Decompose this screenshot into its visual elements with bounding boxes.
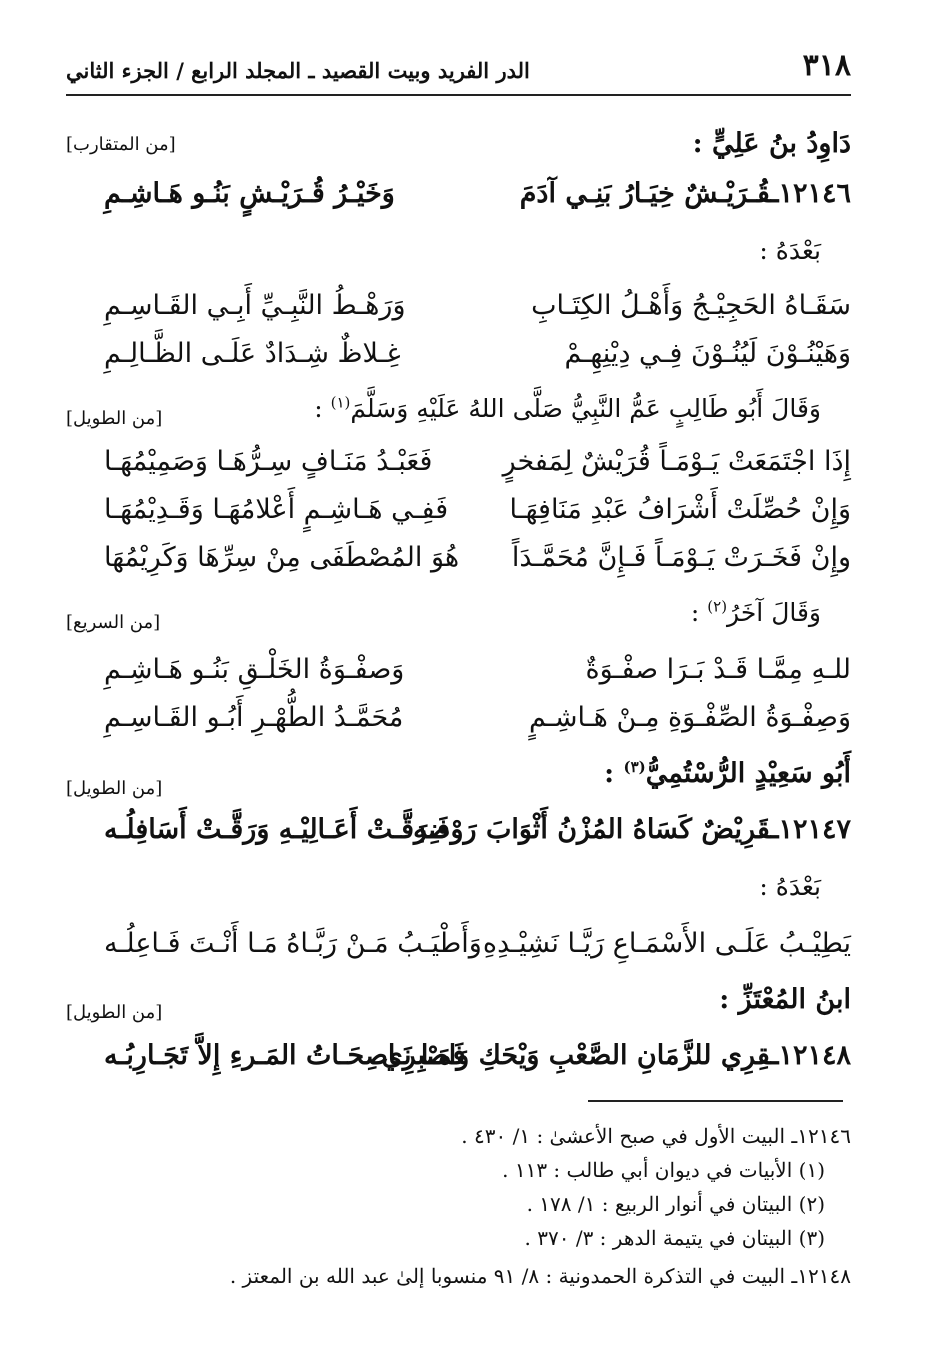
second-hemistich: وَرَهْـطُ النَّبِـيِّ أَبِـي القَـاسِـمِ xyxy=(104,290,406,321)
first-hemistich: ١٢١٤٧ـقَرِيْضٌ كَسَاهُ المُزْنُ أَثْوَابَ رَوْضِهِ xyxy=(413,814,851,845)
first-hemistich: يَطِيْـبُ عَلَـى الأَسْمَـاعِ رَيَّـا نَشِيْـدِهِ xyxy=(482,928,851,959)
second-hemistich: مُحَمَّـدُ الطُّهْـرِ أَبُـو القَـاسِـمِ xyxy=(104,702,404,733)
verse-number: ١٢١٤٦ـ xyxy=(770,178,851,209)
poet-heading xyxy=(66,984,851,1024)
verse-number: ١٢١٤٨ـ xyxy=(770,1040,851,1071)
first-hemistich: وَصِفْـوَةُ الصِّفْـوَةِ مِـنْ هَـاشِـمٍ xyxy=(529,702,851,733)
first-hemistich: للـهِ مِمَّـا قَـدْ بَـرَا صفْـوَةٌ xyxy=(585,654,851,685)
verse-line xyxy=(66,338,851,386)
second-hemistich: هُوَ المُصْطَفَى مِنْ سِرِّهَا وَكَرِيْمُهَا xyxy=(104,542,460,573)
running-title: الدر الفريد وبيت القصيد ـ المجلد الرابع / الجزء الثاني xyxy=(66,58,530,83)
prose-line: وَقَالَ آخَرُ$^{(٢)}$ : [من السريع] xyxy=(66,598,821,633)
prose-line: بَعْدَهُ : xyxy=(759,236,821,265)
verse-line xyxy=(66,1040,851,1088)
footnote-marker: (٣) xyxy=(623,758,646,776)
second-hemistich: وَأَطْيَـبُ مَـنْ رَبَّـاهُ مَـا أَنْـتَ فَـاعِلُـه xyxy=(104,928,482,959)
footnote: ١٢١٤٦ـ البيت الأول في صبح الأعشىٰ : ١/ ٤٣٠ . xyxy=(461,1124,851,1148)
footnote-marker: (١) xyxy=(330,394,351,412)
verse-line xyxy=(66,654,851,702)
second-hemistich: فَـرَقَّـتْ أَعَـالِيْـهِ وَرَقَّـتْ أَسَافِلُـه xyxy=(104,814,450,845)
poet-name: دَاوِدُ بنُ عَلِيٍّ : xyxy=(692,128,851,159)
poet-heading xyxy=(66,128,851,168)
poet-heading: أَبُو سَعِيْدٍ الرُّسْتُمِيُّ$^{(٣)}$ : [من الطويل] xyxy=(66,758,851,799)
second-hemistich: وَخَيْـرُ قُـرَيْـشٍ بَنُـو هَـاشِـمِ xyxy=(104,178,395,209)
page-number: ٣١٨ xyxy=(802,48,851,83)
second-hemistich: فَمَـا نَـاصِحَـاتُ المَـرءِ إِلاَّ تَجَـارِبُـه xyxy=(104,1040,466,1071)
verse-line xyxy=(66,702,851,750)
poet-name: ابنُ المُعْتَزِّ : xyxy=(719,984,851,1015)
first-hemistich: وإِنْ فَخَـرَتْ يَـوْمَـاً فَـإِنَّ مُحَمَّـدَاً xyxy=(511,542,851,573)
prose-line: بَعْدَهُ : xyxy=(759,872,821,901)
verse-line xyxy=(66,542,851,590)
meter-label: [من الطويل] xyxy=(66,408,163,429)
verse-line xyxy=(66,928,851,976)
first-hemistich: وَإِنْ حُصِّلَتْ أَشْرَافُ عَبْدِ مَنَافِهَـا xyxy=(509,494,851,525)
verse-line xyxy=(66,814,851,862)
second-hemistich: فَفِـي هَـاشِـمٍ أَعْلامُهَـا وَقَـدِيْمُهَـا xyxy=(104,494,449,525)
verse-line xyxy=(66,178,851,226)
first-hemistich: وَهَيْنُـوْنَ لَيُنُـوْنَ فِـي دِيْنِهِـمْ xyxy=(564,338,851,369)
footnote: ١٢١٤٨ـ البيت في التذكرة الحمدونية : ٨/ ٩١ منسوبا إلىٰ عبد الله بن المعتز . xyxy=(229,1264,851,1288)
footnote: (١) الأبيات في ديوان أبي طالب : ١١٣ . xyxy=(502,1158,825,1182)
first-hemistich: ١٢١٤٨ـقِرِي للزَّمَانِ الصَّعْبِ وَيْحَكِ وَاصْبِرِي xyxy=(381,1040,851,1071)
first-hemistich: ١٢١٤٦ـقُـرَيْـشٌ خِيَـارُ بَنِـي آدَمَ xyxy=(519,178,851,209)
verse-line xyxy=(66,446,851,494)
first-hemistich: إِذَا اجْتَمَعَتْ يَـوْمَـاً قُرَيْشٌ لِمَفخرٍ xyxy=(502,446,851,477)
meter-label: [من الطويل] xyxy=(66,1002,163,1023)
poet-name: أَبُو سَعِيْدٍ الرُّسْتُمِيُّ xyxy=(645,758,851,789)
footnote: (٣) البيتان في يتيمة الدهر : ٣/ ٣٧٠ . xyxy=(524,1226,825,1250)
verse-line xyxy=(66,290,851,338)
meter-label: [من الطويل] xyxy=(66,778,163,799)
footnote: (٢) البيتان في أنوار الربيع : ١/ ١٧٨ . xyxy=(526,1192,825,1216)
verse-line xyxy=(66,494,851,542)
second-hemistich: فَعَبْـدُ مَنَـافٍ سِـرُّهَـا وَصَمِيْمُهَـا xyxy=(104,446,433,477)
second-hemistich: وَصفْـوَةُ الخَلْـقِ بَنُـو هَـاشِـمِ xyxy=(104,654,405,685)
footnote-divider xyxy=(588,1100,843,1102)
footnote-marker: (٢) xyxy=(707,598,728,616)
page-header xyxy=(66,48,851,96)
second-hemistich: غِـلاظٌ شِـدَادٌ عَلَـى الظَّـالِـمِ xyxy=(104,338,401,369)
prose-line: وَقَالَ أَبُو طَالِبٍ عَمُّ النَّبِيُّ صَلَّى اللهُ عَلَيْهِ وَسَلَّمَ$^{(١)}$ : [من الطويل] xyxy=(66,394,821,429)
verse-number: ١٢١٤٧ـ xyxy=(770,814,851,845)
first-hemistich: سَقَـاهُ الحَجِيْـجُ وَأَهْـلُ الكِتَـابِ xyxy=(531,290,851,321)
meter-label: [من المتقارب] xyxy=(66,134,176,155)
meter-label: [من السريع] xyxy=(66,612,161,633)
